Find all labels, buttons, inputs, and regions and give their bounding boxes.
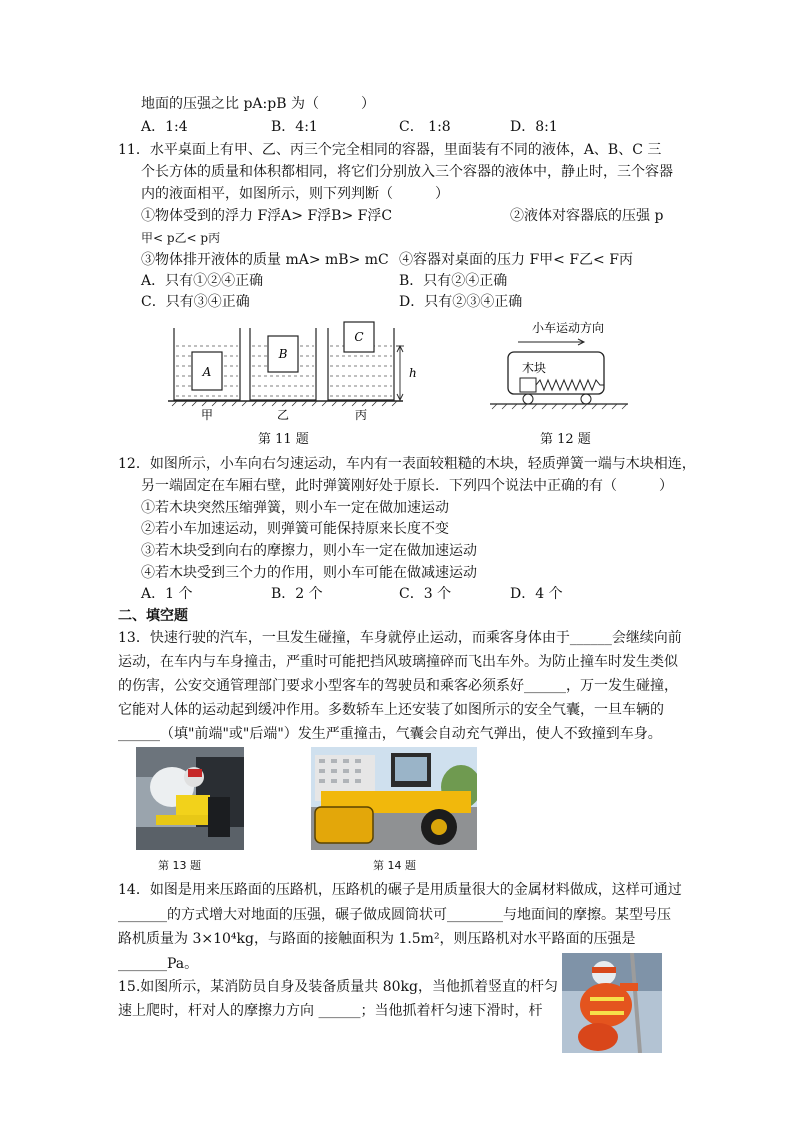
q14-line3: 路机质量为 3×10⁴kg，与路面的接触面积为 1.5m²，则压路机对水平路面的压强是 bbox=[118, 931, 636, 947]
figure-12-cart bbox=[488, 318, 638, 413]
figure-13-caption: 第 13 题 bbox=[158, 859, 201, 872]
airbag-crash-photo bbox=[136, 747, 244, 850]
q10-option-c: C． 1:8 bbox=[399, 119, 451, 135]
container-bing-label: 丙 bbox=[354, 408, 368, 422]
q13-line4: 它能对人体的运动起到缓冲作用。多数轿车上还安装了如图所示的安全气囊，一旦车辆的 bbox=[118, 702, 664, 718]
q11-statement-2-cont: 甲< p乙< p丙 bbox=[141, 231, 221, 245]
q13-line1: 13．快速行驶的汽车，一旦发生碰撞，车身就停止运动，而乘客身体由于______会继续向前 bbox=[118, 630, 682, 646]
block-c-label: C bbox=[354, 330, 364, 344]
q10-option-a: A．1:4 bbox=[141, 119, 188, 135]
height-label: h bbox=[409, 366, 417, 380]
q11-option-d: D．只有②③④正确 bbox=[399, 294, 523, 310]
q12-statement-4: ④若木块受到三个力的作用，则小车可能在做减速运动 bbox=[141, 565, 477, 581]
block-label: 木块 bbox=[522, 361, 547, 375]
q12-option-c: C．3 个 bbox=[399, 586, 452, 602]
road-roller-photo bbox=[311, 747, 477, 850]
block-b-label: B bbox=[278, 347, 288, 361]
section-heading: 二、填空题 bbox=[118, 608, 188, 624]
figure-11-containers bbox=[168, 318, 418, 423]
q11-option-b: B．只有②④正确 bbox=[399, 273, 508, 289]
q11-statement-3: ③物体排开液体的质量 mA> mB> mC bbox=[141, 252, 389, 268]
q10-option-b: B．4:1 bbox=[271, 119, 318, 135]
figure-12-caption: 第 12 题 bbox=[540, 432, 591, 447]
q11-line2: 个长方体的质量和体积都相同，将它们分别放入三个容器的液体中，静止时，三个容器 bbox=[141, 164, 673, 180]
q14-line4: _______Pa。 bbox=[118, 956, 199, 972]
figure-11-caption: 第 11 题 bbox=[258, 432, 309, 447]
figure-14-caption: 第 14 题 bbox=[373, 859, 416, 872]
q15-line1: 15.如图所示，某消防员自身及装备质量共 80kg，当他抓着竖直的杆匀 bbox=[118, 979, 558, 995]
q11-line3: 内的液面相平，如图所示，则下列判断（ ） bbox=[141, 186, 449, 202]
q11-line1: 11．水平桌面上有甲、乙、丙三个完全相同的容器，里面装有不同的液体，A、B、C 三 bbox=[118, 142, 662, 158]
motion-direction-label: 小车运动方向 bbox=[532, 321, 605, 335]
q10-stem-tail: 地面的压强之比 pA:pB 为（ ） bbox=[141, 96, 375, 112]
q12-option-a: A．1 个 bbox=[141, 586, 193, 602]
firefighter-photo bbox=[562, 953, 662, 1053]
q14-line1: 14．如图是用来压路面的压路机，压路机的碾子是用质量很大的金属材料做成，这样可通过 bbox=[118, 882, 682, 898]
q11-statement-2: ②液体对容器底的压强 p bbox=[510, 208, 664, 224]
q12-option-b: B．2 个 bbox=[271, 586, 323, 602]
q12-line2: 另一端固定在车厢右壁，此时弹簧刚好处于原长．下列四个说法中正确的有（ ） bbox=[141, 478, 673, 494]
q12-statement-1: ①若木块突然压缩弹簧，则小车一定在做加速运动 bbox=[141, 500, 449, 516]
q11-statement-1: ①物体受到的浮力 F浮A> F浮B> F浮C bbox=[141, 208, 393, 224]
q11-statement-4: ④容器对桌面的压力 F甲< F乙< F丙 bbox=[399, 252, 633, 268]
q14-line2: _______的方式增大对地面的压强，碾子做成圆筒状可________与地面间的摩擦。某型号压 bbox=[118, 907, 671, 923]
q13-line3: 的伤害，公安交通管理部门要求小型客车的驾驶员和乘客必须系好______，万一发生碰撞， bbox=[118, 678, 678, 694]
q11-option-c: C．只有③④正确 bbox=[141, 294, 250, 310]
q12-statement-2: ②若小车加速运动，则弹簧可能保持原来长度不变 bbox=[141, 521, 449, 537]
q12-option-d: D．4 个 bbox=[510, 586, 563, 602]
q12-statement-3: ③若木块受到向右的摩擦力，则小车一定在做加速运动 bbox=[141, 543, 477, 559]
block-a-label: A bbox=[202, 365, 212, 379]
container-jia-label: 甲 bbox=[200, 408, 214, 422]
q13-line2: 运动，在车内与车身撞击，严重时可能把挡风玻璃撞碎而飞出车外。为防止撞车时发生类似 bbox=[118, 654, 678, 670]
q15-line2: 速上爬时，杆对人的摩擦力方向 ______；当他抓着杆匀速下滑时，杆 bbox=[118, 1003, 543, 1019]
q13-line5: ______（填"前端"或"后端"）发生严重撞击，气囊会自动充气弹出，使人不致撞到车身。 bbox=[118, 726, 662, 742]
q10-option-d: D．8:1 bbox=[510, 119, 558, 135]
container-yi-label: 乙 bbox=[276, 408, 290, 422]
q12-line1: 12．如图所示，小车向右匀速运动，车内有一表面较粗糙的木块，轻质弹簧一端与木块相连， bbox=[118, 456, 696, 472]
q11-option-a: A．只有①②④正确 bbox=[141, 273, 264, 289]
